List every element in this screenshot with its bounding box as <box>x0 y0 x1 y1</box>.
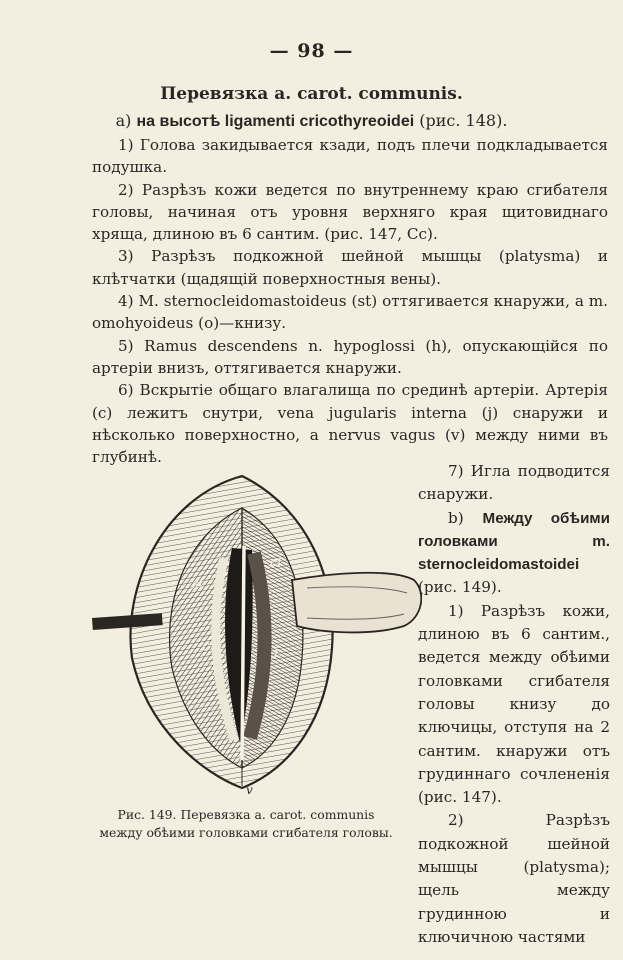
step-b1: 1) Разрѣзъ кожи, длиною въ 6 сантим., ведется между обѣими головками сгибателя головы книзу до ключицы, отступя на 2 сантим. кнаружи отъ грудиннаго сочлененія (рис. 147). <box>418 601 610 807</box>
subtitle-main: на высотѣ ligamenti cricothyreoidei <box>136 113 415 130</box>
caption-line-2: между обѣими головками сгибателя головы. <box>99 825 393 840</box>
section-b-heading <box>418 507 610 600</box>
figure-caption <box>86 806 406 842</box>
main-text <box>92 134 608 468</box>
side-column-text <box>418 460 610 949</box>
section-subtitle <box>0 111 623 131</box>
step-b2: 2) Разрѣзъ подкожной шейной мышцы (platysma); щель между грудинною и ключичною частями <box>418 811 610 946</box>
needle <box>242 546 244 760</box>
step-3: 3) Разрѣзъ подкожной шейной мышцы (platysma) и клѣтчатки (щадящій поверхностныя вены). <box>92 247 608 288</box>
step-7: 7) Игла подводится снаружи. <box>418 462 610 504</box>
step-6: 6) Вскрытіе общаго влагалища по срединѣ артеріи. Артерія (c) лежитъ снутри, vena jugularis interna (j) снаружи и нѣсколько поверхностно, а nervus vagus (v) между ними въ глубинѣ. <box>92 381 608 467</box>
page-number: — 98 — <box>269 40 354 62</box>
section-title: Перевязка a. carot. communis. <box>160 84 463 104</box>
step-1: 1) Голова закидывается кзади, подъ плечи подкладывается подушка. <box>92 136 608 177</box>
finger-retractor <box>292 573 421 633</box>
step-2: 2) Разрѣзъ кожи ведется по внутреннему краю сгибателя головы, начиная отъ уровня верхняго края щитовиднаго хряща, длиною въ 6 сантим. (рис. 147, Cc). <box>92 180 608 244</box>
label-st: st <box>192 577 204 592</box>
section-b-title: Между обѣими головками m. sternocleidomastoidei <box>418 509 610 574</box>
section-b-ref: (рис. 149). <box>418 578 502 597</box>
subtitle-prefix: a) <box>115 111 132 130</box>
label-j: j <box>274 645 279 660</box>
subtitle-ref: (рис. 148). <box>419 111 508 130</box>
label-v: v <box>246 783 253 797</box>
step-4: 4) M. sternocleidomastoideus (st) оттягивается кнаружи, а m. omohyoideus (o)—книзу. <box>92 292 608 333</box>
surgical-illustration <box>92 468 422 798</box>
label-cl: cl <box>270 555 282 570</box>
step-5: 5) Ramus descendens n. hypoglossi (h), опускающійся по артеріи внизъ, оттягивается кнаружи. <box>92 336 608 377</box>
caption-line-1: Рис. 149. Перевязка a. carot. communis <box>117 807 375 822</box>
label-c: c <box>202 639 210 654</box>
section-b-prefix: b) <box>448 508 464 527</box>
